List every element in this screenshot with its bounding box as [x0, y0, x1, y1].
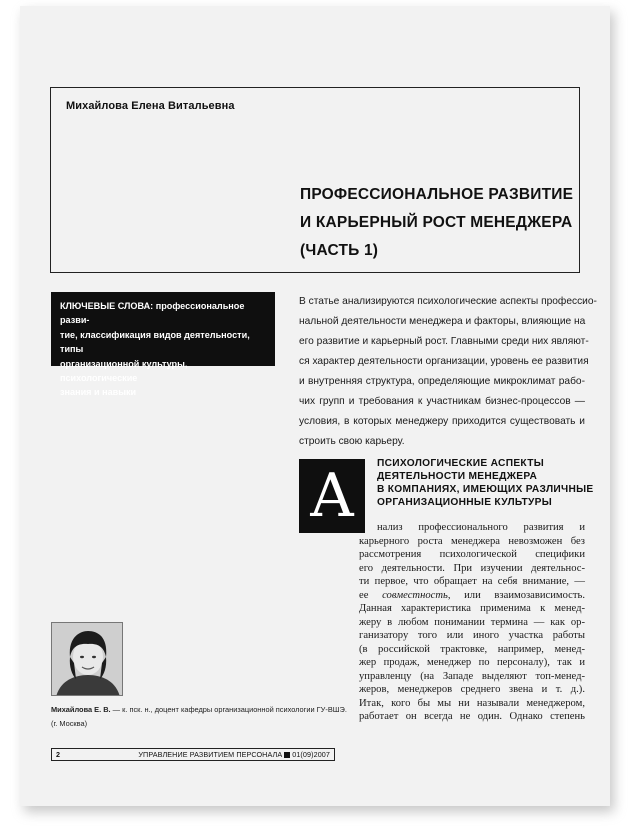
page-footer: [51, 748, 335, 761]
journal-name: УПРАВЛЕНИЕ РАЗВИТИЕМ ПЕРСОНАЛА: [138, 750, 283, 759]
body-line: рассмотрения психологической специфики: [359, 549, 585, 560]
bio-city: (г. Москва): [51, 719, 88, 728]
abstract-line: его развитие и карьерный рост. Главными среди них являют-: [299, 336, 589, 347]
section-heading: [377, 457, 594, 509]
body-line: нализ профессионального развития и: [377, 522, 585, 533]
body-line: работает он всегда не один. Однако степень: [359, 711, 585, 722]
square-bullet-icon: [284, 752, 290, 758]
keywords-label: КЛЮЧЕВЫЕ СЛОВА:: [60, 301, 154, 311]
keywords-line: организационной культуры, психологические: [60, 358, 188, 384]
drop-cap: А: [299, 459, 365, 533]
body-line: управленцу (на Западе выделяют топ-менед-: [359, 670, 585, 682]
section-heading-line: В КОМПАНИЯХ, ИМЕЮЩИХ РАЗЛИЧНЫЕ: [377, 484, 594, 495]
bio-text: — к. пск. н., доцент кафедры организационной психологии ГУ-ВШЭ.: [110, 705, 347, 714]
abstract-line: В статье анализируются психологические аспекты профессио-: [299, 296, 597, 307]
body-line: его деятельности. При изучении деятельнос-: [359, 562, 585, 574]
author-name: Михайлова Елена Витальевна: [66, 100, 235, 112]
abstract-line: строить свою карьеру.: [299, 436, 405, 447]
body-text: [359, 521, 585, 724]
body-line: ти первое, что обращает на себя внимание, —: [359, 576, 585, 587]
body-line: жеру в любом понимании термина — как ор-: [359, 616, 585, 628]
body-line: ганизатору того или иного участка работы: [359, 630, 585, 641]
body-line: жер продаж, менеджер по персоналу), так и: [359, 657, 585, 668]
title-line: (ЧАСТЬ 1): [300, 242, 379, 259]
body-emphasis: совместность: [382, 589, 448, 601]
abstract: [299, 292, 597, 452]
abstract-line: ся характер деятельности организации, уровень ее развития: [299, 356, 589, 367]
body-line: Итак, кого бы мы ни называли менеджером,: [359, 697, 585, 709]
body-word: ее: [359, 589, 369, 601]
keywords-line: профессиональное разви-: [60, 301, 245, 326]
title-line: И КАРЬЕРНЫЙ РОСТ МЕНЕДЖЕРА: [300, 214, 573, 231]
section-heading-line: ОРГАНИЗАЦИОННЫЕ КУЛЬТУРЫ: [377, 497, 553, 508]
body-line: [359, 589, 585, 603]
abstract-line: чих групп и требования к участникам бизнес-процессов —: [299, 396, 585, 407]
bio-name: Михайлова Е. В.: [51, 705, 111, 714]
author-bio: [51, 703, 351, 731]
abstract-line: и внутренняя структура, определяющие микроклимат рабо-: [299, 376, 585, 387]
body-line: карьерного роста менеджера невозможен без: [359, 535, 585, 547]
portrait-image: [52, 623, 123, 696]
page-number: 2: [56, 750, 60, 759]
abstract-line: условия, в которых менеджеру приходится существовать и: [299, 416, 585, 427]
title-line: ПРОФЕССИОНАЛЬНОЕ РАЗВИТИЕ: [300, 186, 574, 203]
keywords-line: тие, классификация видов деятельности, типы: [60, 329, 250, 355]
journal-info: [138, 749, 330, 760]
keywords-line: знания и навыки: [60, 387, 137, 398]
body-line: жеров, менеджеров среднего звена и т. д.).: [359, 684, 585, 695]
section-heading-line: ПСИХОЛОГИЧЕСКИЕ АСПЕКТЫ: [377, 458, 544, 469]
abstract-line: нальной деятельности менеджера и факторы, влияющие на: [299, 316, 586, 327]
page: [20, 6, 610, 806]
keywords-box: [51, 292, 275, 398]
author-photo: [51, 622, 123, 696]
journal-issue: 01(09)2007: [292, 750, 330, 759]
body-line: Данная характеристика применима к менед-: [359, 603, 585, 614]
section-heading-line: ДЕЯТЕЛЬНОСТИ МЕНЕДЖЕРА: [377, 471, 538, 482]
article-title: [300, 181, 590, 265]
body-line: (в российской трактовке, например, менед-: [359, 643, 585, 655]
body-word: , или взаимозависимость.: [447, 589, 585, 601]
